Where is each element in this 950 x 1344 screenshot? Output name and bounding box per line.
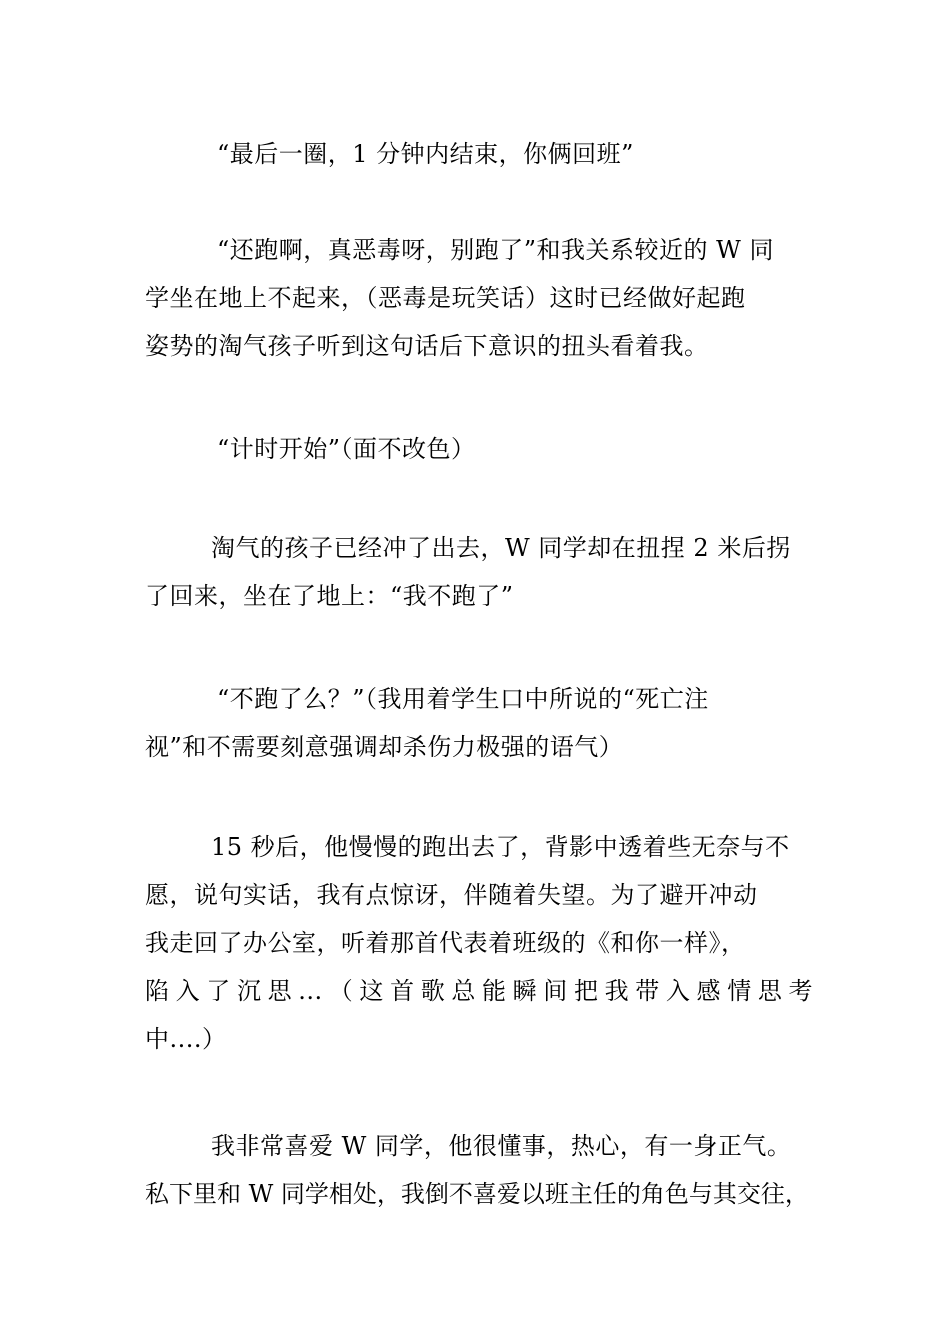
text-line: 淘气的孩子已经冲了出去，W 同学却在扭捏 2 米后拐 bbox=[211, 534, 791, 562]
paragraph-timer-start bbox=[145, 425, 813, 473]
text-line: 愿，说句实话，我有点惊讶，伴随着失望。为了避开冲动 bbox=[145, 881, 758, 909]
text-line: “最后一圈，1 分钟内结束，你俩回班” bbox=[217, 140, 634, 168]
text-line: 我非常喜爱 W 同学，他很懂事，热心，有一身正气。 bbox=[211, 1132, 792, 1160]
paragraph-naughty-child-runs bbox=[145, 524, 813, 620]
paragraph-final-lap bbox=[145, 130, 813, 178]
text-line: 我走回了办公室，听着那首代表着班级的《和你一样》， bbox=[145, 929, 746, 957]
paragraph-w-refuses-to-run bbox=[145, 226, 813, 370]
text-line: “不跑了么？”（我用着学生口中所说的“死亡注 bbox=[217, 685, 709, 713]
text-line: 陷入了沉思...（这首歌总能瞬间把我带入感情思考 bbox=[145, 977, 813, 1005]
text-line: “计时开始”（面不改色） bbox=[217, 435, 476, 463]
text-line: 学坐在地上不起来，（恶毒是玩笑话）这时已经做好起跑 bbox=[145, 284, 746, 312]
text-line: 姿势的淘气孩子听到这句话后下意识的扭头看着我。 bbox=[145, 332, 709, 360]
text-line: “还跑啊，真恶毒呀，别跑了”和我关系较近的 W 同 bbox=[217, 236, 774, 264]
paragraph-fond-of-w bbox=[145, 1122, 813, 1218]
text-line: 视”和不需要刻意强调却杀伤力极强的语气） bbox=[145, 733, 624, 761]
paragraph-fifteen-seconds-later bbox=[145, 823, 813, 1063]
text-line: 15 秒后，他慢慢的跑出去了，背影中透着些无奈与不 bbox=[211, 833, 790, 861]
paragraph-death-stare bbox=[145, 675, 813, 771]
text-line: 中....） bbox=[145, 1025, 227, 1053]
text-line: 了回来，坐在了地上：“我不跑了” bbox=[145, 582, 514, 610]
text-line: 私下里和 W 同学相处，我倒不喜爱以班主任的角色与其交往， bbox=[145, 1180, 809, 1208]
